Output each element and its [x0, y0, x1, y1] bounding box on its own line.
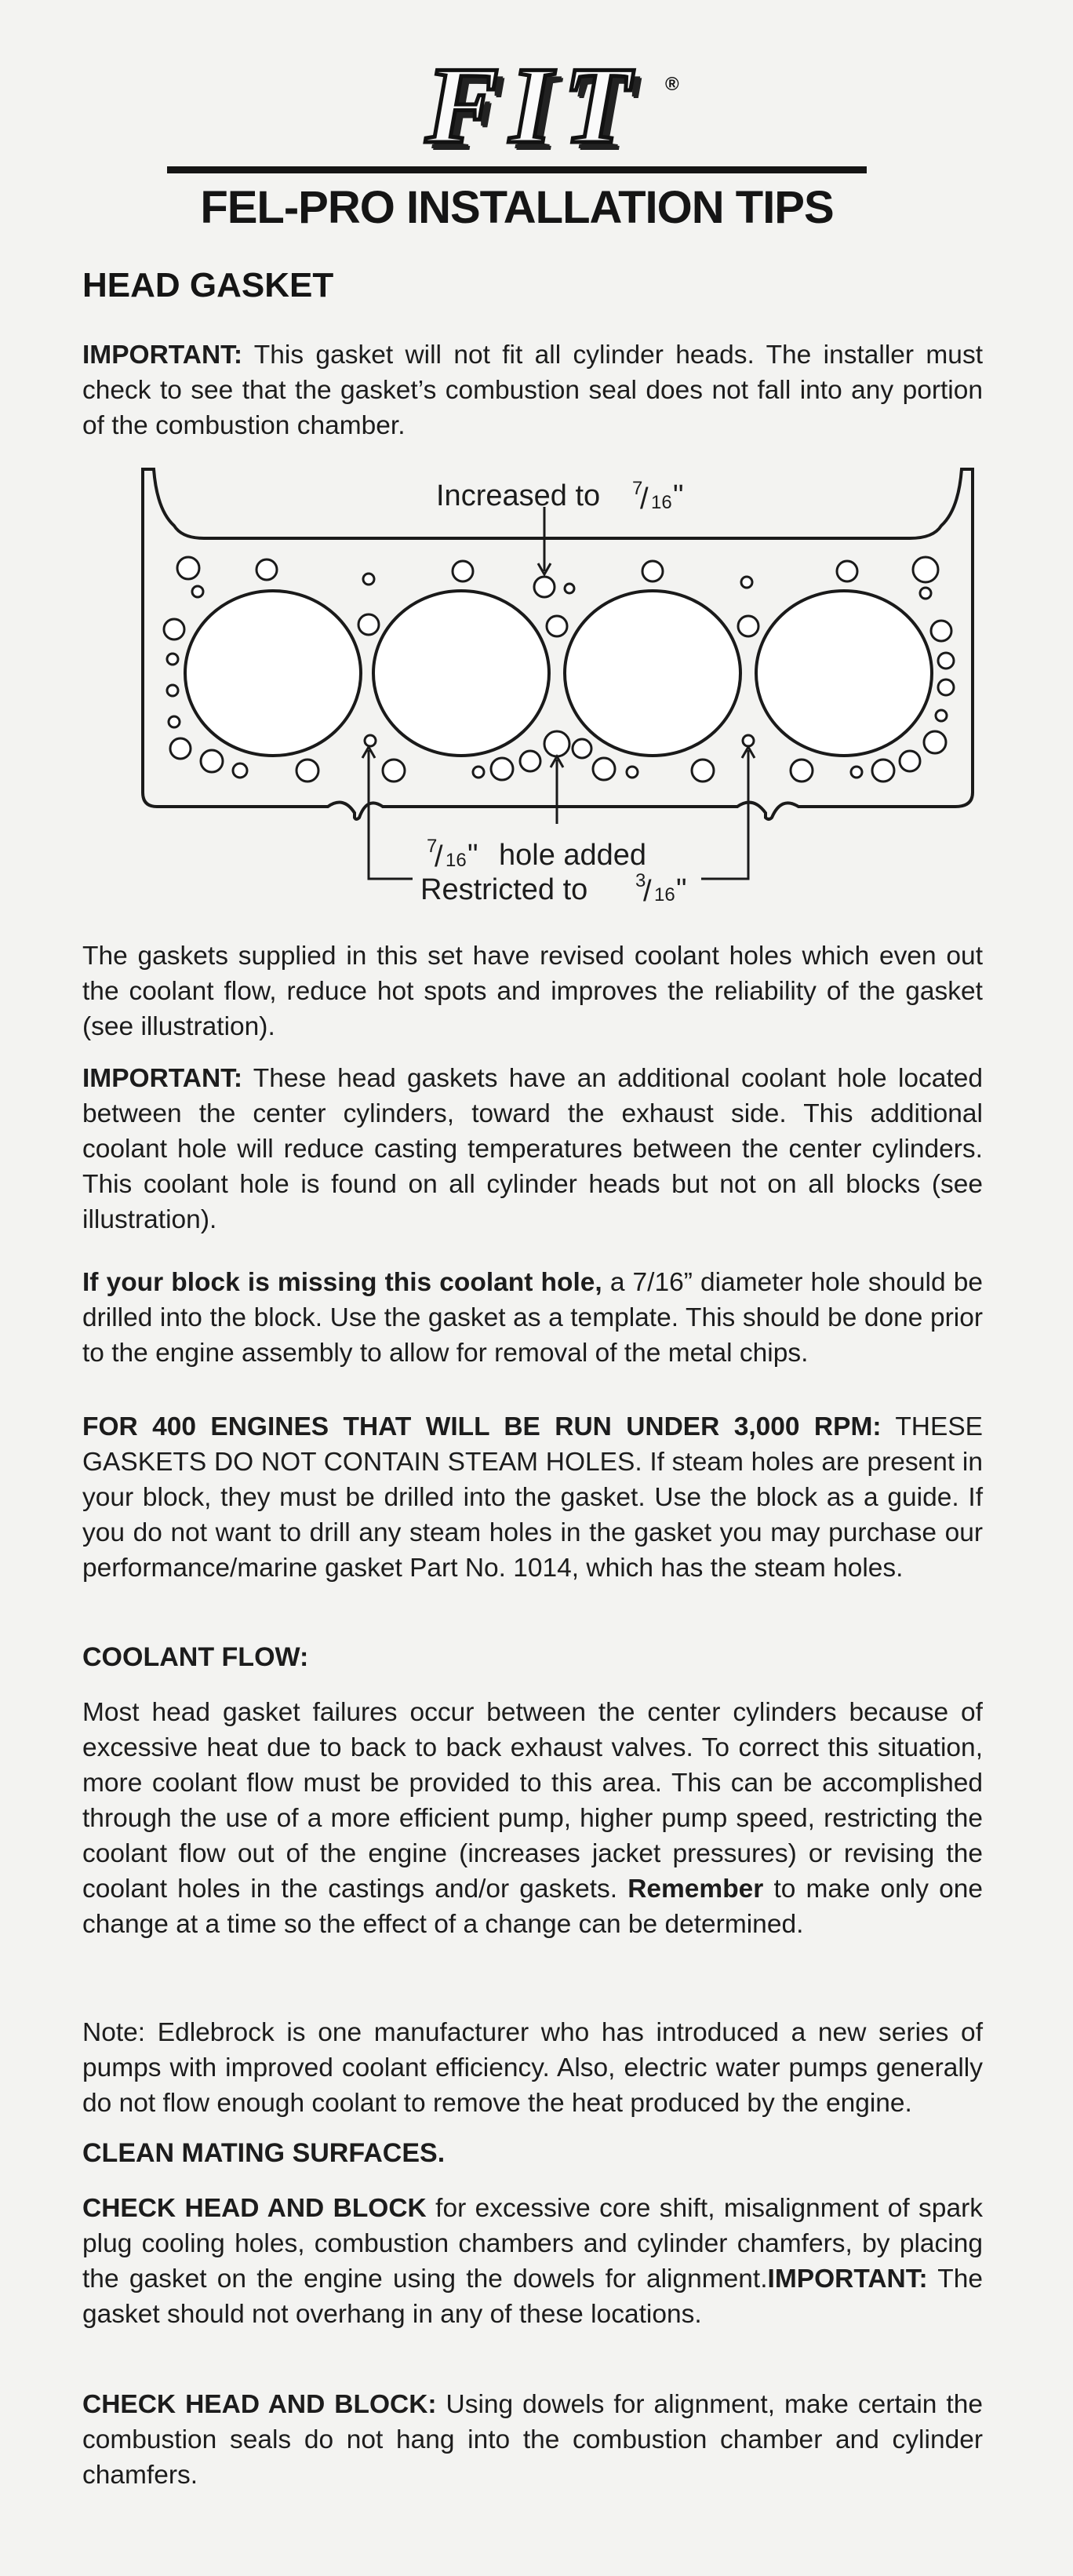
paragraph-body: for excessive core shift, misalignment of spark plug cooling holes, combustion chambers and cylinder chamfers, by placing the gasket on the engine using the dowels for alignment.	[82, 2194, 983, 2294]
paragraph-body: The gasket should not overhang in any of these locations.	[82, 2264, 983, 2329]
paragraph-lead: FOR 400 ENGINES THAT WILL BE RUN UNDER 3,000 RPM:	[82, 1412, 882, 1441]
inch-mark: "	[673, 479, 684, 512]
registered-mark: ®	[665, 74, 679, 95]
frac-slash: /	[640, 483, 649, 516]
cylinder-bore-3	[565, 591, 740, 756]
cylinder-bore-4	[756, 591, 932, 756]
frac-increased-den: 16	[651, 492, 672, 513]
paragraph-important-additional	[82, 1061, 983, 1237]
paragraph-lead: IMPORTANT:	[82, 341, 243, 370]
paragraph-body: This gasket will not fit all cylinder heads. The installer must check to see that the gasket’s combustion seal does not fall into any portion of the combustion chamber.	[82, 341, 983, 440]
paragraph-lead: CHECK HEAD AND BLOCK	[82, 2194, 427, 2223]
label-hole-added: hole added	[499, 839, 647, 872]
coolant-flow-heading: COOLANT FLOW:	[82, 1642, 309, 1672]
inch-mark: "	[467, 839, 478, 872]
paragraph-body: These head gaskets have an additional coolant hole located between the center cylinders, toward the exhaust side. This additional coolant hole will reduce casting temperatures between the center cylinders. This coolant hole is found on all cylinder heads but not on all blocks (see illustration).	[82, 1064, 983, 1234]
label-increased: Increased to	[436, 479, 601, 512]
paragraph-important-fit	[82, 337, 983, 443]
paragraph-note: Note: Edlebrock is one manufacturer who has introduced a new series of pumps with improved coolant efficiency. Also, electric water pumps generally do not flow enough coolant to remove the heat produced by the engine.	[82, 2018, 983, 2118]
frac-restricted-num: 3	[635, 870, 646, 891]
paragraph-body: THESE GASKETS DO NOT CONTAIN STEAM HOLES. If steam holes are present in your block, they must be drilled into the gasket. Use the block as a guide. If you do not want to drill any steam holes in the gasket you may purchase our performance/marine gasket Part No. 1014, which has the steam holes.	[82, 1412, 984, 1583]
frac-added-num: 7	[427, 836, 438, 857]
paragraph-body: to make only one change at a time so the effect of a change can be determined.	[82, 1875, 984, 1939]
frac-increased-num: 7	[632, 478, 643, 499]
paragraph-missing-hole	[82, 1265, 983, 1371]
paragraph-400-engines	[82, 1409, 983, 1586]
header-rule	[167, 166, 867, 173]
paragraph-lead: CHECK HEAD AND BLOCK:	[82, 2390, 437, 2419]
cylinder-bore-2	[373, 591, 549, 756]
paragraph-emphasis: Remember	[627, 1875, 764, 1904]
paragraph-body: Using dowels for alignment, make certain the combustion seals do not hang into the combustion chamber and cylinder chamfers.	[82, 2390, 983, 2490]
fit-logo	[345, 45, 722, 166]
paragraph-check-head-2	[82, 2387, 983, 2493]
inch-mark: "	[676, 873, 687, 902]
paragraph-lead: IMPORTANT:	[82, 1064, 243, 1093]
frac-slash: /	[643, 875, 652, 902]
frac-restricted-den: 16	[654, 884, 675, 902]
frac-slash: /	[435, 840, 443, 873]
cylinder-bore-1	[185, 591, 361, 756]
section-title: HEAD GASKET	[82, 266, 334, 304]
paragraph-emphasis: IMPORTANT:	[767, 2264, 928, 2294]
page-title: FEL-PRO INSTALLATION TIPS	[200, 182, 834, 233]
paragraph-lead: If your block is missing this coolant hole,	[82, 1268, 602, 1297]
logo-text: FIT	[425, 45, 642, 166]
paragraph-revised-holes: The gaskets supplied in this set have revised coolant holes which even out the coolant flow, reduce hot spots and improves the reliability of the gasket (see illustration).	[82, 942, 983, 1041]
frac-added-den: 16	[446, 850, 467, 871]
paragraph-coolant-flow	[82, 1695, 983, 1942]
paragraph-check-head-1	[82, 2191, 983, 2332]
paragraph-body: Most head gasket failures occur between the center cylinders because of excessive heat due to back to back exhaust valves. To correct this situation, more coolant flow must be provided to this area. This can be accomplished through the use of a more efficient pump, higher pump speed, restricting the coolant flow out of the engine (increases jacket pressures) or revising the coolant holes in the castings and/or gaskets.	[82, 1698, 983, 1904]
label-restricted: Restricted to	[420, 873, 588, 902]
clean-surfaces-heading: CLEAN MATING SURFACES.	[82, 2138, 446, 2168]
head-gasket-diagram	[133, 463, 988, 902]
paragraph-body: a 7/16” diameter hole should be drilled into the block. Use the gasket as a template. This should be done prior to the engine assembly to allow for removal of the metal chips.	[82, 1268, 984, 1368]
